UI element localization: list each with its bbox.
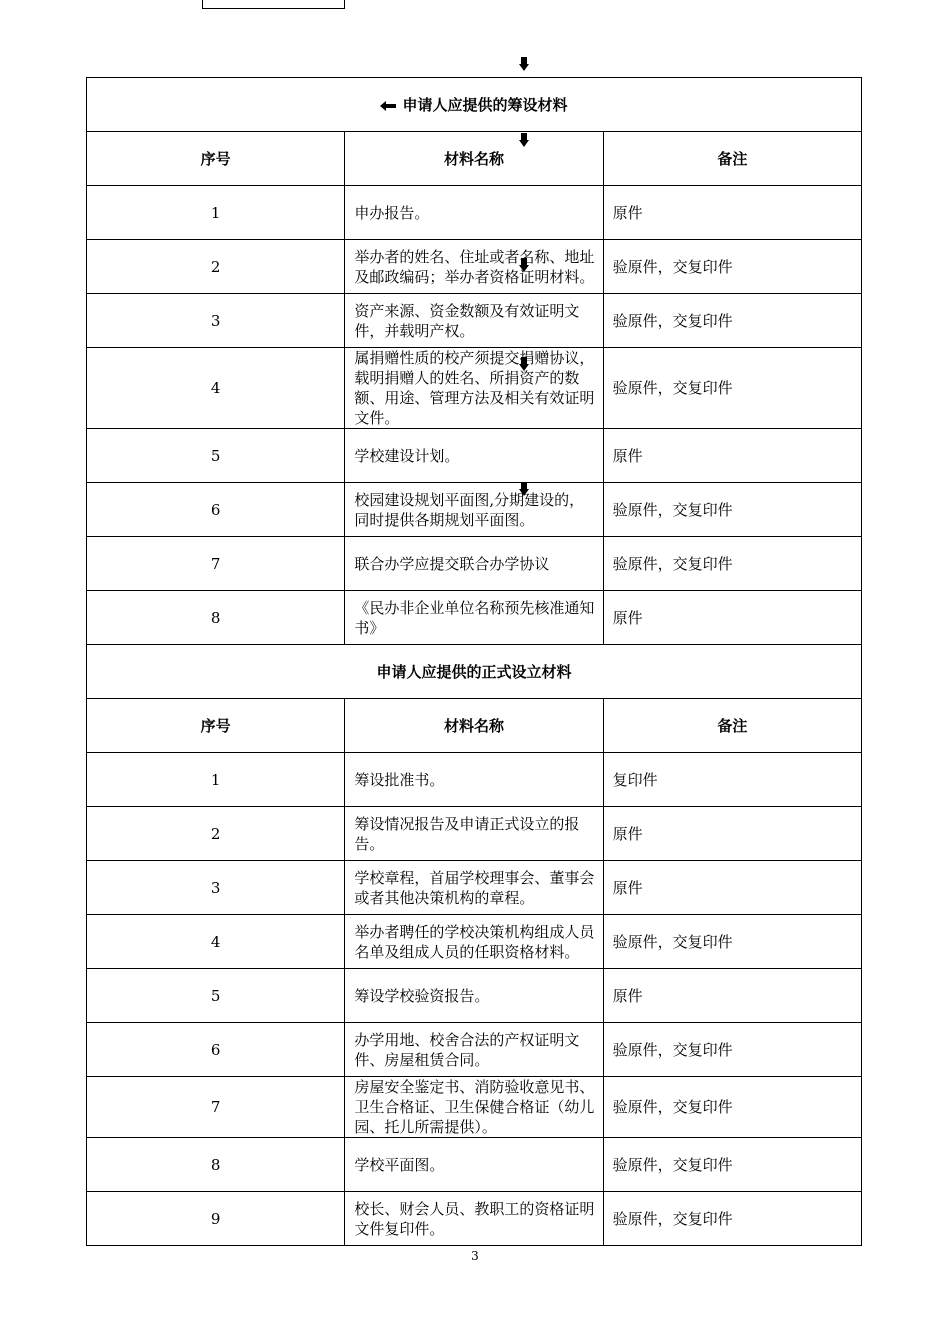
table-row (87, 240, 862, 294)
row-name: 学校建设计划。 (345, 429, 603, 483)
table-row (87, 753, 862, 807)
row-note: 原件 (603, 186, 861, 240)
row-note: 验原件，交复印件 (603, 240, 861, 294)
table-row (87, 591, 862, 645)
table-row (87, 969, 862, 1023)
header-name: 材料名称 (345, 132, 603, 186)
row-no: 6 (87, 1023, 345, 1077)
row-no: 6 (87, 483, 345, 537)
row-no: 3 (87, 861, 345, 915)
row-name: 筹设学校验资报告。 (345, 969, 603, 1023)
row-note: 验原件，交复印件 (603, 1023, 861, 1077)
row-note: 原件 (603, 429, 861, 483)
row-name: 校长、财会人员、教职工的资格证明文件复印件。 (345, 1192, 603, 1246)
section-title-row (87, 78, 862, 132)
row-no: 5 (87, 429, 345, 483)
table-row (87, 1138, 862, 1192)
arrow-left-icon (380, 101, 396, 111)
section-title-row (87, 645, 862, 699)
row-name: 属捐赠性质的校产须提交捐赠协议，载明捐赠人的姓名、所捐资产的数额、用途、管理方法及相关有效证明文件。 (345, 348, 603, 429)
table-row (87, 807, 862, 861)
row-name: 校园建设规划平面图,分期建设的，同时提供各期规划平面图。 (345, 483, 603, 537)
table-row (87, 537, 862, 591)
header-row (87, 132, 862, 186)
table-row (87, 861, 862, 915)
row-note: 验原件，交复印件 (603, 537, 861, 591)
row-name: 筹设批准书。 (345, 753, 603, 807)
header-row (87, 699, 862, 753)
row-no: 7 (87, 1077, 345, 1138)
row-name: 举办者的姓名、住址或者名称、地址及邮政编码；举办者资格证明材料。 (345, 240, 603, 294)
table-row (87, 1077, 862, 1138)
row-name: 办学用地、校舍合法的产权证明文件、房屋租赁合同。 (345, 1023, 603, 1077)
row-name: 房屋安全鉴定书、消防验收意见书、卫生合格证、卫生保健合格证（幼儿园、托儿所需提供）。 (345, 1077, 603, 1138)
table-row (87, 429, 862, 483)
row-no: 5 (87, 969, 345, 1023)
row-name: 学校章程，首届学校理事会、董事会或者其他决策机构的章程。 (345, 861, 603, 915)
row-no: 1 (87, 186, 345, 240)
row-note: 验原件，交复印件 (603, 1077, 861, 1138)
row-note: 验原件，交复印件 (603, 348, 861, 429)
row-note: 验原件，交复印件 (603, 483, 861, 537)
row-note: 原件 (603, 861, 861, 915)
row-no: 7 (87, 537, 345, 591)
flowchart-box-fragment (202, 0, 345, 9)
header-name: 材料名称 (345, 699, 603, 753)
table-row (87, 294, 862, 348)
row-note: 复印件 (603, 753, 861, 807)
row-name: 《民办非企业单位名称预先核准通知书》 (345, 591, 603, 645)
arrow-down-icon (519, 57, 529, 71)
header-no: 序号 (87, 132, 345, 186)
section-title (87, 78, 862, 132)
row-name: 筹设情况报告及申请正式设立的报告。 (345, 807, 603, 861)
row-no: 2 (87, 807, 345, 861)
row-no: 9 (87, 1192, 345, 1246)
header-note: 备注 (603, 699, 861, 753)
row-note: 验原件，交复印件 (603, 1192, 861, 1246)
row-note: 原件 (603, 591, 861, 645)
table-row (87, 1023, 862, 1077)
table-row (87, 1192, 862, 1246)
row-no: 4 (87, 915, 345, 969)
row-note: 验原件，交复印件 (603, 1138, 861, 1192)
row-no: 8 (87, 1138, 345, 1192)
row-name: 联合办学应提交联合办学协议 (345, 537, 603, 591)
row-name: 学校平面图。 (345, 1138, 603, 1192)
section2-title: 申请人应提供的正式设立材料 (87, 645, 862, 699)
table-row (87, 348, 862, 429)
table-row (87, 915, 862, 969)
row-note: 原件 (603, 969, 861, 1023)
row-name: 举办者聘任的学校决策机构组成人员名单及组成人员的任职资格材料。 (345, 915, 603, 969)
section1-title: 申请人应提供的筹设材料 (402, 95, 568, 114)
page-number: 3 (471, 1249, 479, 1263)
row-no: 8 (87, 591, 345, 645)
materials-table (86, 77, 862, 1246)
row-name: 资产来源、资金数额及有效证明文件，并载明产权。 (345, 294, 603, 348)
row-note: 原件 (603, 807, 861, 861)
row-name: 申办报告。 (345, 186, 603, 240)
row-no: 2 (87, 240, 345, 294)
row-no: 4 (87, 348, 345, 429)
row-note: 验原件，交复印件 (603, 915, 861, 969)
row-note: 验原件，交复印件 (603, 294, 861, 348)
table-row (87, 483, 862, 537)
header-no: 序号 (87, 699, 345, 753)
table-row (87, 186, 862, 240)
row-no: 1 (87, 753, 345, 807)
row-no: 3 (87, 294, 345, 348)
header-note: 备注 (603, 132, 861, 186)
